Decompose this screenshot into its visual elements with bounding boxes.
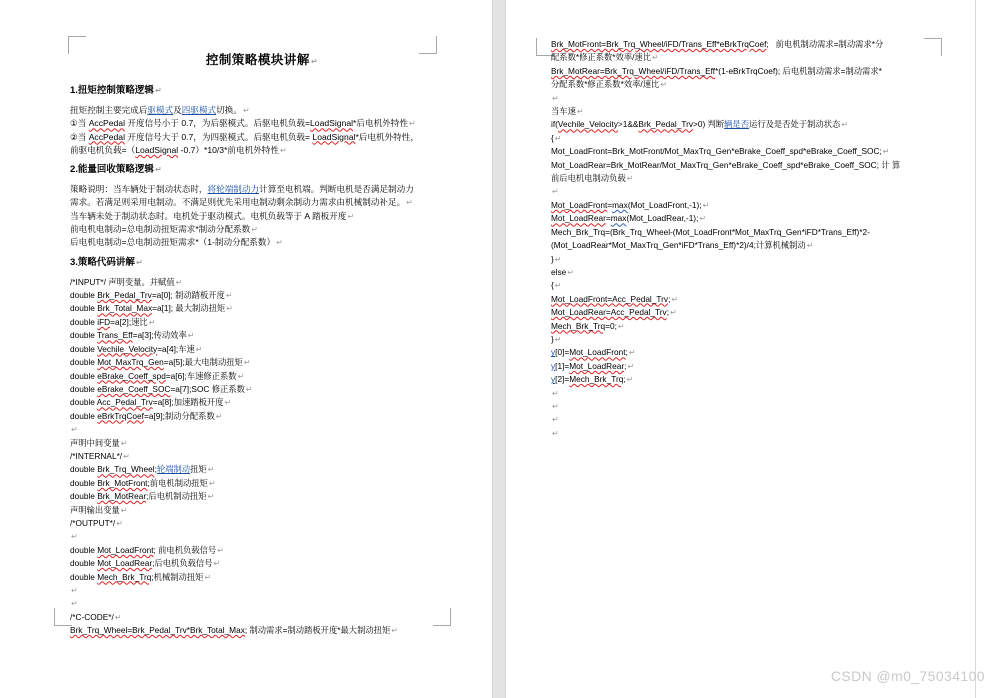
line-text: 当车辆未处于制动状态时。电机处于驱动模式。电机负载等于 A 踏板开度: [70, 210, 347, 221]
paragraph-line: [70, 131, 454, 144]
code-line-blank: ↵: [552, 401, 559, 411]
document-page-1[interactable]: [29, 0, 492, 698]
page-1-content: [70, 52, 454, 638]
code-line: y[2]=Mech_Brk_Trq;↵: [551, 374, 634, 385]
code-line: if(Vechile_Velocity>1&&Brk_Pedal_Trv>0) 判断辆是否运行及是否处于制动状态↵: [551, 119, 849, 130]
code-line-blank: ↵: [71, 599, 78, 609]
page-title: [70, 52, 454, 70]
csdn-watermark: CSDN @m0_75034100: [830, 668, 985, 684]
line-text: 后电机电制动=总电制动扭矩需求*（1-制动分配系数）: [70, 237, 276, 248]
paragraph-line: 扭矩控制主要完成后驱模式及四驱模式切换。↵: [70, 105, 250, 115]
code-line: double Vechile_Velocity=a[4];车速↵: [70, 343, 203, 354]
code-line: Mot_LoadFront=Acc_Pedal_Trv;↵: [551, 293, 679, 304]
code-line: double eBrake_Coeff_spd=a[6];车速修正系数↵: [70, 370, 245, 381]
line-text: 需求。若满足则采用电制动。不满足则优先采用电制动剩余制动力需求由机械制动补足。: [70, 197, 406, 208]
code-line: Mot_LoadRear=Brk_MotRear/Mot_MaxTrq_Gen*eBrake_Coeff_spd*eBrake_Coeff_SOC; 计 算: [551, 159, 901, 170]
line-text: 扭矩控制主要完成后驱模式及四驱模式切换。: [70, 105, 242, 115]
code-line-blank: ↵: [71, 532, 78, 542]
page-2-content: [551, 38, 943, 440]
code-line: }↵: [551, 333, 562, 344]
code-line: Brk_MotRear=Brk_Trq_Wheel/iFD/Trans_Eff*(1-eBrkTrqCoef); 后电机制动需求=制动需求*: [551, 65, 882, 76]
code-line: }↵: [551, 253, 562, 264]
paragraph-line: 需求。若满足则采用电制动。不满足则优先采用电制动剩余制动力需求由机械制动补足。↵: [70, 197, 413, 208]
heading-energy-recovery-strategy: 2.能量回收策略逻辑↵: [70, 164, 162, 176]
code-line: /*C-CODE*/↵: [70, 611, 122, 622]
code-line: Mot_LoadFront=Brk_MotFront/Mot_MaxTrq_Gen*eBrake_Coeff_spd*eBrake_Coeff_SOC;↵: [551, 146, 890, 157]
heading-strategy-code-explanation: 3.策略代码讲解↵: [70, 256, 143, 268]
viewport-right-margin: [975, 0, 1003, 698]
code-line: (Mot_LoadRear*Mot_MaxTrq_Gen*iFD*Trans_Eff)*2)/4;计算机械制动↵: [551, 240, 814, 251]
pilcrow-mark: ↵: [310, 57, 319, 66]
code-line: 声明输出变量↵: [70, 504, 128, 515]
code-line: {↵: [551, 132, 562, 143]
code-line-blank: ↵: [71, 586, 78, 596]
code-line: Mot_LoadRear=Acc_Pedal_Trv;↵: [551, 307, 677, 318]
line-text: 前驱电机负载=（LoadSignal -0.7）*10/3*前电机外特性: [70, 144, 279, 155]
code-line: double Brk_MotFront;前电机制动扭矩↵: [70, 477, 216, 488]
code-line: double Mot_LoadRear;后电机负载信号↵: [70, 558, 221, 569]
line-text: 策略说明：当车辆处于制动状态时，将轮端制动力计算至电机端。判断电机是否满足制动力: [70, 184, 414, 195]
code-line: double Brk_Total_Max=a[1]; 最大制动扭矩↵: [70, 303, 233, 314]
code-line: Mot_LoadRear=max(Mot_LoadRear,-1);↵: [551, 213, 707, 224]
paragraph-line: 前电机电制动=总电制动扭矩需求*制动分配系数↵: [70, 224, 258, 235]
code-line: 配系数*修正系数*效率/速比↵: [551, 52, 659, 63]
code-line: y[1]=Mot_LoadRear;↵: [551, 360, 635, 371]
code-line: {↵: [551, 280, 562, 291]
code-line: /*OUTPUT*/↵: [70, 517, 123, 528]
line-text: ②当 AccPedal 开度信号大于 0.7，为四驱模式。后驱电机负载= LoadSignal*后电机外特性，: [70, 131, 419, 142]
code-line: /*INPUT*/ 声明变量。并赋值↵: [70, 276, 183, 287]
code-line: /*INTERNAL*/↵: [70, 450, 130, 461]
code-line: Brk_Trq_Wheel=Brk_Pedal_Trv*Brk_Total_Max; 制动需求=制动踏板开度*最大制动扭矩↵: [70, 625, 398, 636]
code-line: double Brk_Pedal_Trv=a[0]; 制动踏板开度↵: [70, 290, 233, 301]
line-text: 前电机电制动=总电制动扭矩需求*制动分配系数: [70, 224, 251, 235]
code-line: double Mech_Brk_Trq;机械制动扭矩↵: [70, 571, 212, 582]
paragraph-line: 当车辆未处于制动状态时。电机处于驱动模式。电机负载等于 A 踏板开度↵: [70, 210, 355, 221]
code-line-blank: ↵: [552, 415, 559, 425]
code-line: 前后电机电制动负载↵: [551, 173, 634, 184]
code-line-blank: ↵: [71, 425, 78, 435]
paragraph-line: ①当 AccPedal 开度信号小于 0.7，为后驱模式。后驱电机负载=LoadSignal*后电机外特性↵: [70, 118, 416, 129]
pilcrow-mark: ↵: [154, 86, 162, 95]
code-line-blank: ↵: [552, 428, 559, 438]
code-line: Mech_Brk_Trq=0;↵: [551, 320, 625, 331]
code-line: double Brk_Trq_Wheel;轮端制动扭矩↵: [70, 464, 215, 475]
code-line: double Mot_MaxTrq_Gen=a[5];最大电制动扭矩↵: [70, 357, 251, 368]
code-line-blank: ↵: [552, 187, 559, 197]
code-line: double iFD=a[2];速比↵: [70, 316, 156, 327]
code-line: Mot_LoadFront=max(Mot_LoadFront,-1);↵: [551, 199, 710, 210]
code-line-blank: ↵: [552, 388, 559, 398]
line-text: ①当 AccPedal 开度信号小于 0.7，为后驱模式。后驱电机负载=LoadSignal*后电机外特性: [70, 118, 408, 129]
code-line: 当车速↵: [551, 106, 584, 117]
code-line: 声明中间变量↵: [70, 437, 128, 448]
page-gutter: [492, 0, 506, 698]
code-line: double Acc_Pedal_Trv=a[8];加速踏板开度↵: [70, 397, 232, 408]
code-line: double eBrake_Coeff_SOC=a[7];SOC 修正系数↵: [70, 383, 253, 394]
code-line: y[0]=Mot_LoadFront;↵: [551, 347, 636, 358]
code-line: double eBrkTrqCoef=a[9];制动分配系数↵: [70, 410, 223, 421]
paragraph-line: 前驱电机负载=（LoadSignal -0.7）*10/3*前电机外特性↵: [70, 144, 287, 155]
code-line: Mech_Brk_Trq=(Brk_Trq_Wheel-(Mot_LoadFront*Mot_MaxTrq_Gen*iFD*Trans_Eff)*2-: [551, 226, 870, 237]
page-title-text: 控制策略模块讲解: [205, 53, 310, 67]
paragraph-line: 后电机电制动=总电制动扭矩需求*（1-制动分配系数）↵: [70, 237, 283, 248]
code-line: 分配系数*修正系数*效率/速比↵: [551, 79, 668, 90]
code-line: double Trans_Eff=a[3];传动效率↵: [70, 330, 195, 341]
code-line-blank: ↵: [552, 93, 559, 103]
paragraph-line: [70, 183, 454, 196]
code-line: else↵: [551, 266, 574, 277]
code-line: double Brk_MotRear;后电机制动扭矩↵: [70, 491, 215, 502]
code-line: double Mot_LoadFront; 前电机负载信号↵: [70, 544, 224, 555]
code-line: Brk_MotFront=Brk_Trq_Wheel/iFD/Trans_Eff*eBrkTrqCoef; 前电机制动需求=制动需求*分: [551, 39, 884, 49]
document-page-2[interactable]: [506, 0, 975, 698]
heading-torque-control-strategy: 1.扭矩控制策略逻辑↵: [70, 85, 162, 96]
